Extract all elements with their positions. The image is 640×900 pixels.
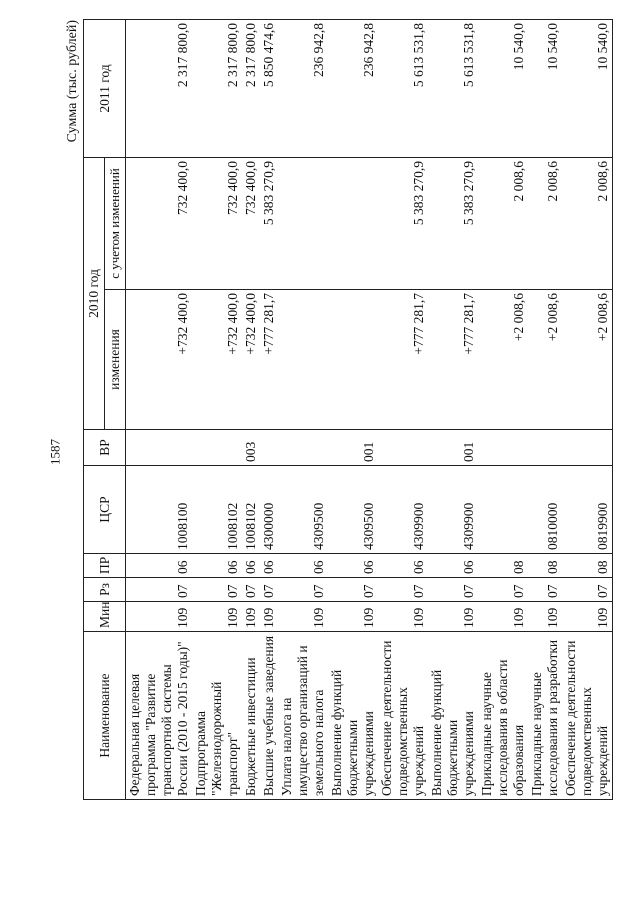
row-pr: 08 — [478, 554, 528, 578]
row-changes: +732 400,0 — [242, 290, 260, 430]
row-rz: 07 — [478, 578, 528, 602]
row-csr: 0819900 — [562, 466, 613, 554]
row-with-changes: 732 400,0 — [126, 158, 193, 290]
row-rz: 07 — [192, 578, 242, 602]
row-rz: 07 — [428, 578, 478, 602]
table-row — [378, 20, 428, 800]
row-with-changes: 2 008,6 — [478, 158, 528, 290]
col-header-changes: изменения — [105, 290, 126, 430]
row-2011: 5 613 531,8 — [428, 20, 478, 158]
row-rz: 07 — [528, 578, 562, 602]
row-2011: 236 942,8 — [278, 20, 328, 158]
row-pr: 06 — [242, 554, 260, 578]
row-changes: +777 281,7 — [378, 290, 428, 430]
row-name: Обеспечение деятельности подведомственных учреждений — [378, 632, 428, 800]
col-header-name: Наименование — [84, 632, 126, 800]
row-with-changes: 5 383 270,9 — [428, 158, 478, 290]
col-header-with-changes: с учетом изменений — [105, 158, 126, 290]
row-pr: 06 — [126, 554, 193, 578]
row-with-changes: 732 400,0 — [242, 158, 260, 290]
row-pr: 06 — [428, 554, 478, 578]
row-pr: 06 — [378, 554, 428, 578]
row-rz: 07 — [378, 578, 428, 602]
row-vr — [192, 430, 242, 466]
row-min: 109 — [242, 602, 260, 632]
row-rz: 07 — [562, 578, 613, 602]
row-min: 109 — [478, 602, 528, 632]
row-csr: 1008102 — [242, 466, 260, 554]
row-2011: 2 317 800,0 — [126, 20, 193, 158]
table-row — [126, 20, 193, 800]
row-pr: 08 — [562, 554, 613, 578]
table-row — [242, 20, 260, 800]
table-row — [528, 20, 562, 800]
row-name: Бюджетные инвестиции — [242, 632, 260, 800]
col-header-pr: ПР — [84, 554, 126, 578]
table-body — [126, 20, 613, 800]
row-changes: +777 281,7 — [260, 290, 278, 430]
row-2011: 2 317 800,0 — [242, 20, 260, 158]
row-rz: 07 — [328, 578, 378, 602]
row-name: Высшие учебные заведения — [260, 632, 278, 800]
row-vr: 001 — [328, 430, 378, 466]
rotated-table-page — [65, 20, 610, 800]
row-vr — [528, 430, 562, 466]
row-vr — [278, 430, 328, 466]
row-changes: +732 400,0 — [126, 290, 193, 430]
row-name: Уплата налога на имущество организаций и земельного налога — [278, 632, 328, 800]
col-header-csr: ЦСР — [84, 466, 126, 554]
row-name: Прикладные научные исследования в области образования — [478, 632, 528, 800]
row-min: 109 — [562, 602, 613, 632]
row-2011: 5 613 531,8 — [378, 20, 428, 158]
row-2011: 2 317 800,0 — [192, 20, 242, 158]
row-name: Обеспечение деятельности подведомственных учреждений — [562, 632, 613, 800]
col-header-2011: 2011 год — [84, 20, 126, 158]
row-csr: 4309900 — [378, 466, 428, 554]
row-min: 109 — [278, 602, 328, 632]
row-pr: 06 — [192, 554, 242, 578]
row-changes: +2 008,6 — [528, 290, 562, 430]
row-csr: 4309900 — [428, 466, 478, 554]
row-vr: 001 — [428, 430, 478, 466]
row-vr — [378, 430, 428, 466]
row-name: Прикладные научные исследования и разработки — [528, 632, 562, 800]
row-changes — [328, 290, 378, 430]
row-rz: 07 — [242, 578, 260, 602]
row-vr: 003 — [242, 430, 260, 466]
row-csr: 1008102 — [192, 466, 242, 554]
row-rz: 07 — [260, 578, 278, 602]
table-row — [278, 20, 328, 800]
col-header-min: Мин — [84, 602, 126, 632]
row-pr: 06 — [260, 554, 278, 578]
row-with-changes: 2 008,6 — [528, 158, 562, 290]
row-pr: 06 — [328, 554, 378, 578]
row-pr: 08 — [528, 554, 562, 578]
table-row — [562, 20, 613, 800]
row-csr: 1008100 — [126, 466, 193, 554]
row-csr: 0810000 — [528, 466, 562, 554]
row-name: Федеральная целевая программа "Развитие транспортной системы России (2010 - 2015 годы)" — [126, 632, 193, 800]
col-header-2010: 2010 год — [84, 158, 105, 430]
row-changes: +777 281,7 — [428, 290, 478, 430]
row-changes: +2 008,6 — [562, 290, 613, 430]
row-2011: 10 540,0 — [528, 20, 562, 158]
row-min: 109 — [328, 602, 378, 632]
row-vr — [478, 430, 528, 466]
row-with-changes: 5 383 270,9 — [260, 158, 278, 290]
row-name: Подпрограмма "Железнодорожный транспорт" — [192, 632, 242, 800]
row-with-changes — [328, 158, 378, 290]
col-header-rz: Рз — [84, 578, 126, 602]
row-min: 109 — [528, 602, 562, 632]
budget-table — [83, 19, 613, 800]
row-csr: 4309500 — [328, 466, 378, 554]
row-2011: 10 540,0 — [562, 20, 613, 158]
table-row — [428, 20, 478, 800]
row-pr: 06 — [278, 554, 328, 578]
row-csr: 4300000 — [260, 466, 278, 554]
row-2011: 5 850 474,6 — [260, 20, 278, 158]
table-row — [478, 20, 528, 800]
page-number: 1587 — [47, 439, 63, 465]
row-min: 109 — [428, 602, 478, 632]
header-row-1 — [84, 20, 105, 800]
row-rz: 07 — [278, 578, 328, 602]
table-row — [328, 20, 378, 800]
row-min: 109 — [378, 602, 428, 632]
col-header-vr: ВР — [84, 430, 126, 466]
table-row — [192, 20, 242, 800]
row-with-changes: 2 008,6 — [562, 158, 613, 290]
row-with-changes: 5 383 270,9 — [378, 158, 428, 290]
row-vr — [126, 430, 193, 466]
row-changes: +732 400,0 — [192, 290, 242, 430]
row-2011: 10 540,0 — [478, 20, 528, 158]
row-2011: 236 942,8 — [328, 20, 378, 158]
row-vr — [562, 430, 613, 466]
row-with-changes — [278, 158, 328, 290]
row-name: Выполнение функций бюджетными учреждениями — [428, 632, 478, 800]
row-csr: 4309500 — [278, 466, 328, 554]
row-min: 109 — [192, 602, 242, 632]
units-caption: Сумма (тыс. рублей) — [65, 20, 80, 143]
row-name: Выполнение функций бюджетными учреждениями — [328, 632, 378, 800]
table-row — [260, 20, 278, 800]
row-rz: 07 — [126, 578, 193, 602]
row-min: 109 — [126, 602, 193, 632]
row-changes: +2 008,6 — [478, 290, 528, 430]
row-min: 109 — [260, 602, 278, 632]
row-csr — [478, 466, 528, 554]
row-changes — [278, 290, 328, 430]
row-vr — [260, 430, 278, 466]
row-with-changes: 732 400,0 — [192, 158, 242, 290]
